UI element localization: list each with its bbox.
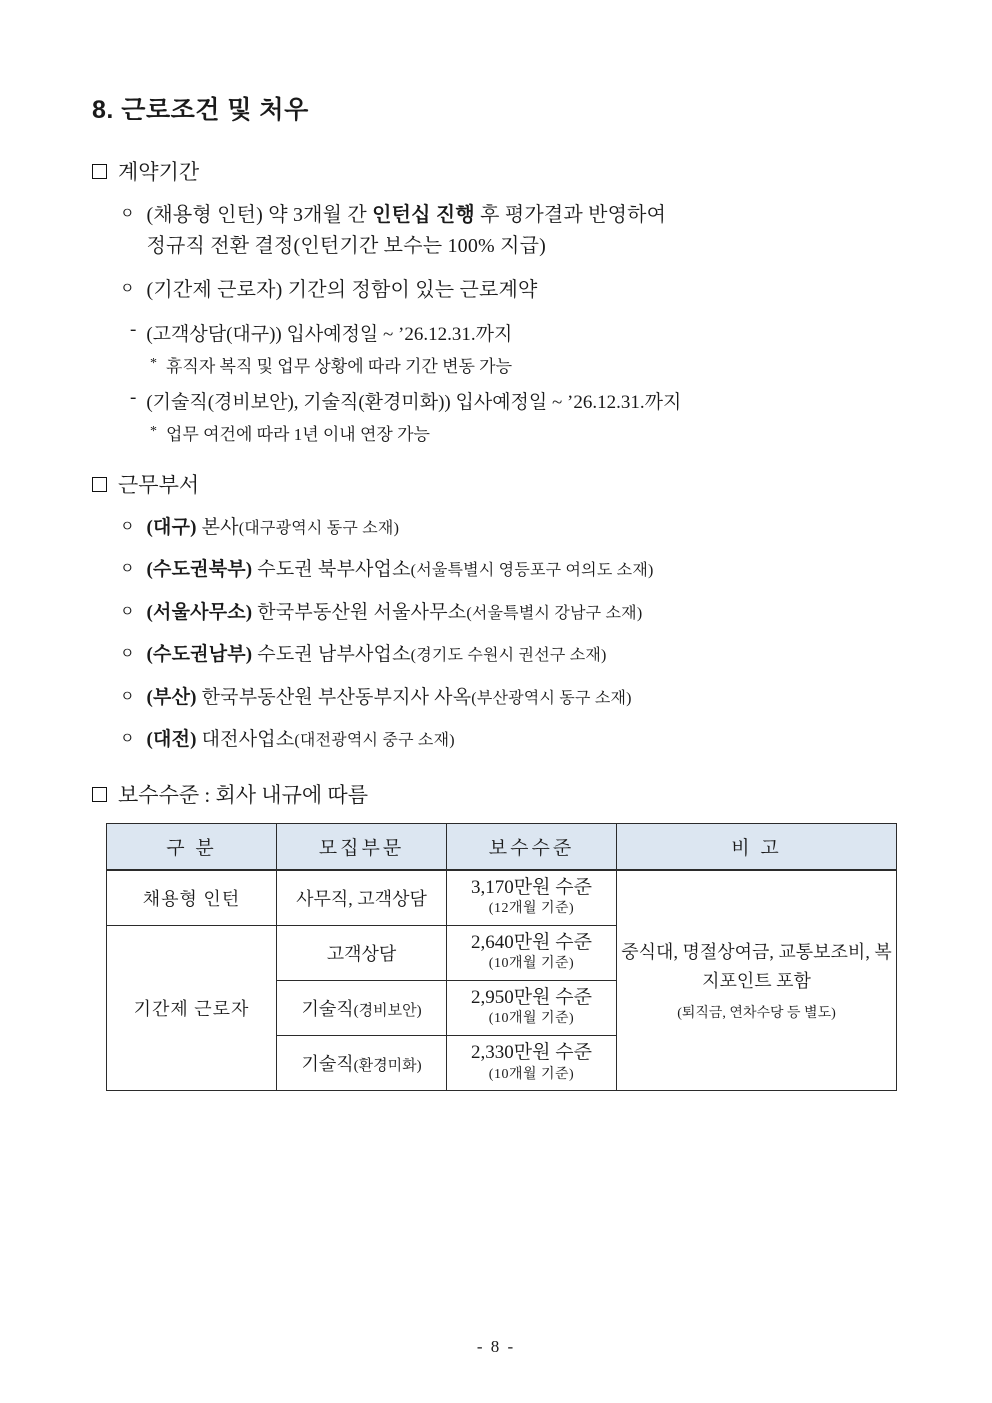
workplace-item-daejeon: [147, 725, 455, 754]
heading-contract-period-label: 계약기간: [118, 160, 200, 184]
circle-bullet-icon: ㅇ: [120, 281, 135, 297]
cell-group-intern: 채용형 인턴: [107, 870, 277, 926]
square-bullet-icon: [92, 164, 107, 179]
cell-field-cleaning: [277, 1035, 447, 1090]
workplace-item-seoul-name: 한국부동산원 서울사무소: [257, 601, 467, 623]
circle-bullet-icon: ㅇ: [120, 206, 135, 222]
cell-pay-counseling-amount: 2,640만원 수준: [471, 931, 592, 953]
asterisk-bullet-icon: *: [150, 356, 157, 371]
column-header-note: 비 고: [617, 823, 897, 870]
cell-field-cleaning-sub: (환경미화): [353, 1057, 422, 1074]
list-item: [120, 640, 900, 669]
workplace-item-daegu: [147, 513, 400, 542]
pay-table: [106, 823, 897, 1091]
list-item: [120, 598, 900, 627]
workplace-item-north-label: (수도권북부): [146, 559, 253, 581]
heading-workplace: [92, 469, 900, 499]
circle-bullet-icon: ㅇ: [120, 731, 135, 748]
circle-bullet-icon: ㅇ: [120, 646, 135, 663]
table-row: [107, 870, 897, 926]
list-item: [150, 420, 900, 445]
workplace-item-north-name: 수도권 북부사업소: [257, 559, 411, 581]
cell-pay-intern-amount: 3,170만원 수준: [471, 876, 592, 898]
list-item: [150, 352, 900, 377]
workplace-item-busan-name: 한국부동산원 부산동부지사 사옥: [201, 686, 472, 708]
workplace-item-daejeon-name: 대전사업소: [201, 729, 295, 751]
workplace-item-seoul-label: (서울사무소): [146, 601, 253, 623]
column-header-field: 모집부문: [277, 823, 447, 870]
workplace-item-daejeon-where: (대전광역시 중구 소재): [294, 732, 455, 750]
workplace-item-daegu-name: 본사: [201, 517, 239, 538]
cell-field-counseling: 고객상담: [277, 925, 447, 980]
workplace-item-busan: [147, 683, 632, 712]
page-title: 8. 근로조건 및 처우: [92, 96, 309, 124]
contract-item-intern-line2: 정규직 전환 결정(인턴기간 보수는 100% 지급): [146, 235, 546, 257]
square-bullet-icon: [92, 477, 107, 492]
list-item: [120, 725, 900, 754]
cell-group-fixed-term: 기간제 근로자: [107, 925, 277, 1090]
contract-note-technical: 업무 여건에 따라 1년 이내 연장 가능: [166, 425, 430, 444]
cell-pay-security-amount: 2,950만원 수준: [471, 986, 592, 1008]
contract-item-intern-bold: 인턴십 진행: [372, 204, 475, 226]
list-item: [120, 200, 900, 262]
cell-field-cleaning-main: 기술직: [301, 1053, 354, 1074]
cell-pay-cleaning-basis: (10개월 기준): [488, 1066, 575, 1082]
list-item: [120, 683, 900, 712]
cell-pay-cleaning: [447, 1035, 617, 1090]
workplace-item-seoul-where: (서울특별시 강남구 소재): [466, 604, 643, 622]
cell-note-sub: (퇴직금, 연차수당 등 별도): [677, 1006, 836, 1022]
workplace-item-north: [147, 555, 654, 584]
contract-sub-daegu: (고객상담(대구)) 입사예정일 ~ ’26.12.31.까지: [146, 324, 513, 345]
list-item: [120, 555, 900, 584]
contract-note-daegu: 휴직자 복직 및 업무 상황에 따라 기간 변동 가능: [166, 357, 513, 376]
workplace-item-daejeon-label: (대전): [146, 729, 197, 751]
workplace-item-daegu-where: (대구광역시 동구 소재): [238, 520, 400, 537]
heading-contract-period: [92, 156, 900, 186]
heading-pay-level: [92, 779, 900, 809]
workplace-item-south-name: 수도권 남부사업소: [257, 644, 411, 666]
circle-bullet-icon: ㅇ: [120, 561, 135, 578]
cell-field-security-sub: (경비보안): [353, 1002, 422, 1019]
list-item: [130, 387, 900, 414]
contract-item-intern-post: 후 평가결과 반영하여: [474, 204, 667, 226]
cell-pay-counseling-basis: (10개월 기준): [488, 956, 575, 972]
cell-field-intern: 사무직, 고객상담: [277, 870, 447, 926]
column-header-category: 구 분: [107, 823, 277, 870]
cell-pay-security: [447, 980, 617, 1035]
page-number: - 8 -: [476, 1337, 516, 1356]
workplace-item-daegu-label: (대구): [146, 517, 197, 538]
cell-pay-cleaning-amount: 2,330만원 수준: [471, 1041, 592, 1063]
workplace-item-busan-label: (부산): [146, 686, 197, 708]
circle-bullet-icon: ㅇ: [120, 603, 135, 620]
workplace-item-south-where: (경기도 수원시 권선구 소재): [410, 647, 607, 665]
cell-field-security-main: 기술직: [301, 998, 354, 1019]
cell-note: [617, 870, 897, 1091]
cell-note-main: 중식대, 명절상여금, 교통보조비, 복지포인트 포함: [621, 942, 892, 992]
contract-sub-technical: (기술직(경비보안), 기술직(환경미화)) 입사예정일 ~ ’26.12.31.까지: [146, 392, 682, 413]
contract-item-intern: [147, 200, 667, 262]
table-header-row: [107, 823, 897, 870]
column-header-pay: 보수수준: [447, 823, 617, 870]
list-item: [130, 319, 900, 346]
dash-bullet-icon: -: [130, 387, 137, 408]
list-item: [120, 275, 900, 306]
workplace-item-south-label: (수도권남부): [146, 644, 253, 666]
square-bullet-icon: [92, 787, 107, 802]
cell-pay-counseling: [447, 925, 617, 980]
circle-bullet-icon: ㅇ: [120, 688, 135, 705]
cell-field-security: [277, 980, 447, 1035]
workplace-item-south: [147, 640, 607, 669]
cell-pay-intern: [447, 870, 617, 926]
heading-workplace-label: 근무부서: [118, 473, 200, 497]
cell-pay-intern-basis: (12개월 기준): [488, 901, 575, 917]
dash-bullet-icon: -: [130, 319, 137, 340]
circle-bullet-icon: ㅇ: [120, 519, 135, 535]
list-item: [120, 513, 900, 542]
heading-pay-level-label: 보수수준 : 회사 내규에 따름: [118, 782, 368, 807]
cell-pay-security-basis: (10개월 기준): [488, 1011, 575, 1027]
workplace-item-busan-where: (부산광역시 동구 소재): [471, 689, 632, 707]
workplace-item-seoul: [147, 598, 643, 627]
contract-item-intern-pre: (채용형 인턴) 약 3개월 간: [146, 204, 373, 226]
asterisk-bullet-icon: *: [150, 424, 157, 439]
workplace-item-north-where: (서울특별시 영등포구 여의도 소재): [410, 562, 654, 580]
contract-item-fixed-term: (기간제 근로자) 기간의 정함이 있는 근로계약: [146, 279, 538, 301]
